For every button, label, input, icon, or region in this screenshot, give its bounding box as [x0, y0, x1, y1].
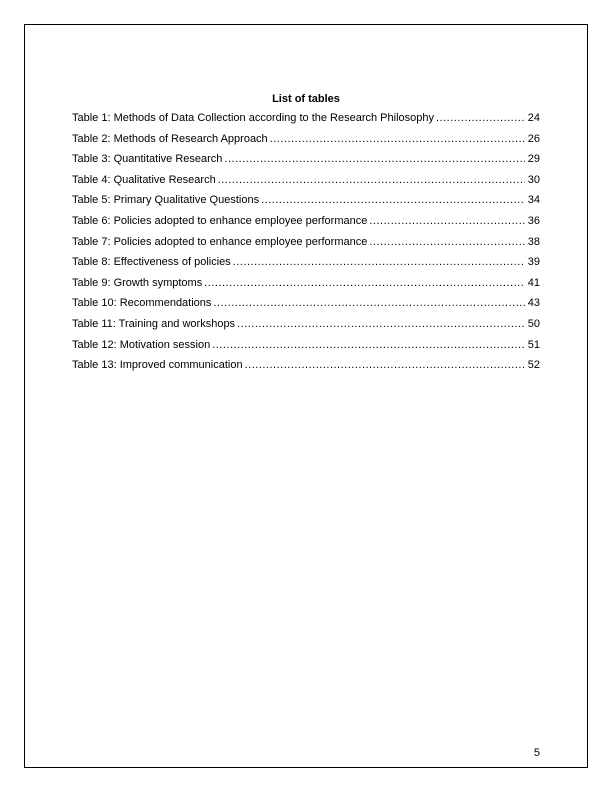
toc-entry-label: Table 7: Policies adopted to enhance employee performance [72, 235, 368, 248]
toc-entry-label: Table 9: Growth symptoms [72, 276, 203, 289]
toc-entry-page: 29 [527, 153, 540, 166]
dot-leader [212, 338, 525, 352]
toc-entry-label: Table 6: Policies adopted to enhance employee performance [72, 214, 368, 227]
dot-leader [213, 296, 524, 310]
toc-entry-page: 34 [527, 194, 540, 207]
toc-entry-page: 30 [527, 173, 540, 186]
toc-entry-page: 50 [527, 317, 540, 330]
dot-leader [369, 214, 524, 228]
list-of-tables-heading: List of tables [272, 93, 340, 105]
toc-entry-label: Table 2: Methods of Research Approach [72, 132, 268, 145]
toc-entry-page: 52 [527, 359, 540, 372]
dot-leader [270, 132, 525, 146]
toc-entry-page: 24 [527, 112, 540, 124]
dot-leader [369, 235, 524, 249]
toc-entry[interactable] [72, 235, 540, 256]
toc-entry[interactable] [72, 358, 540, 379]
toc-entry[interactable] [72, 338, 540, 359]
toc-entry[interactable] [72, 214, 540, 235]
toc-entry[interactable] [72, 152, 540, 173]
toc-entry-page: 51 [527, 338, 540, 351]
toc-entry-label: Table 13: Improved communication [72, 359, 243, 372]
dot-leader [237, 317, 525, 331]
list-of-tables [72, 111, 540, 379]
toc-entry-label: Table 11: Training and workshops [72, 317, 236, 330]
dot-leader [245, 358, 525, 372]
toc-entry[interactable] [72, 296, 540, 317]
dot-leader [233, 255, 525, 269]
toc-entry[interactable] [72, 173, 540, 194]
toc-entry[interactable] [72, 132, 540, 153]
toc-entry-page: 26 [527, 132, 540, 145]
toc-entry-label: Table 4: Qualitative Research [72, 173, 216, 186]
toc-entry[interactable] [72, 317, 540, 338]
toc-entry-page: 43 [527, 297, 540, 310]
dot-leader [218, 173, 525, 187]
toc-entry-page: 39 [527, 256, 540, 269]
toc-entry-label: Table 5: Primary Qualitative Questions [72, 194, 260, 207]
page-number: 5 [533, 747, 540, 759]
toc-entry-page: 38 [527, 235, 540, 248]
toc-entry-label: Table 1: Methods of Data Collection according to the Research Philosophy [72, 112, 434, 124]
toc-entry-label: Table 12: Motivation session [72, 338, 211, 351]
toc-entry[interactable] [72, 276, 540, 297]
toc-entry-page: 36 [527, 214, 540, 227]
dot-leader [436, 111, 525, 125]
toc-entry-label: Table 3: Quantitative Research [72, 153, 223, 166]
toc-entry-label: Table 8: Effectiveness of policies [72, 256, 231, 269]
toc-entry[interactable] [72, 111, 540, 132]
dot-leader [204, 276, 525, 290]
dot-leader [224, 152, 524, 166]
toc-entry-page: 41 [527, 276, 540, 289]
toc-entry-label: Table 10: Recommendations [72, 297, 212, 310]
toc-entry[interactable] [72, 193, 540, 214]
dot-leader [261, 193, 525, 207]
toc-entry[interactable] [72, 255, 540, 276]
